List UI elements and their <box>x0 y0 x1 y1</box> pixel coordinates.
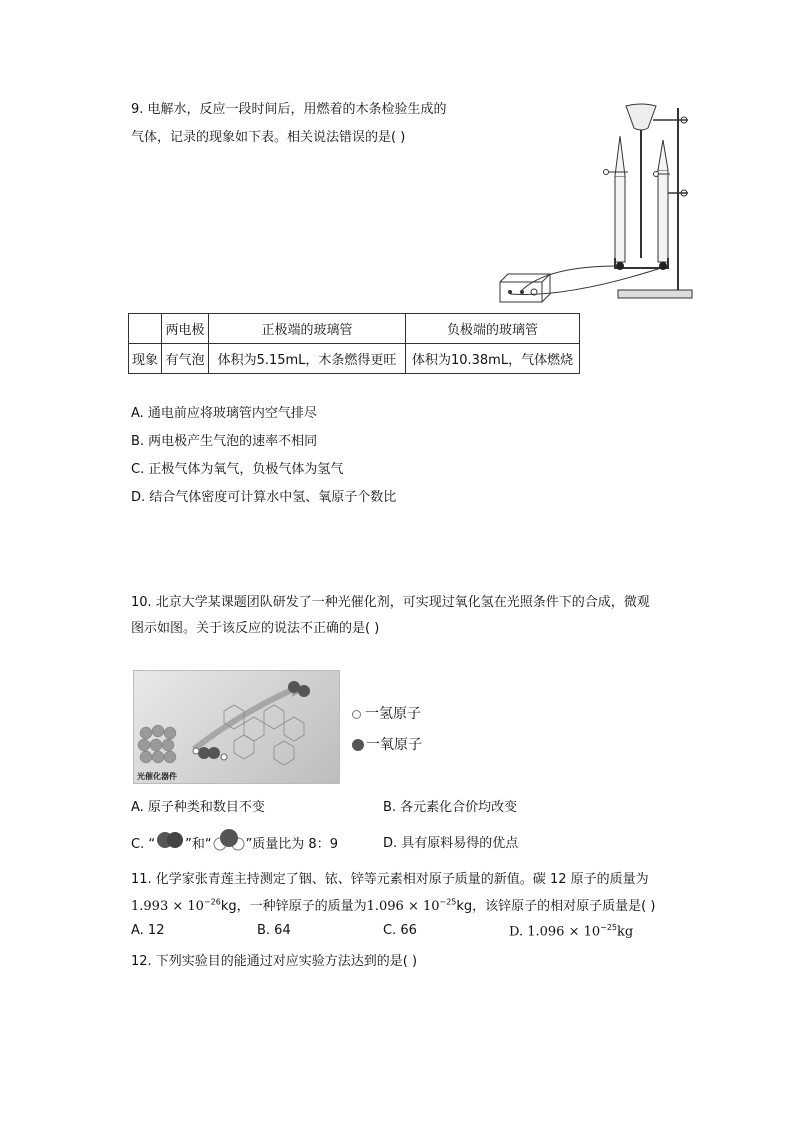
q9-option-d: D. 结合气体密度可计算水中氢、氧原子个数比 <box>131 490 397 505</box>
q11-stem-line2 <box>131 895 655 914</box>
q10-option-b: B. 各元素化合价均改变 <box>383 800 518 815</box>
q10-figure-drawing <box>134 671 339 783</box>
q10-option-c-mid: ”和“ <box>185 837 212 852</box>
table-row <box>129 344 580 374</box>
q11-line2-text2: kg，该锌原子的相对原子质量是( ) <box>456 899 656 914</box>
q9-option-b: B. 两电极产生气泡的速率不相同 <box>131 434 318 449</box>
table-header-cell: 负极端的玻璃管 <box>406 314 580 344</box>
q11-option-d-value: D. 1.096 × 10 <box>509 924 601 940</box>
q10-stem-line1: 10. 北京大学某课题团队研发了一种光催化剂，可实现过氧化氢在光照条件下的合成，微观 <box>131 595 650 610</box>
q11-stem-line1: 11. 化学家张青莲主持测定了铟、铱、锌等元素相对原子质量的新值。碳 12 原子的质量为 <box>131 872 649 887</box>
q11-option-d-unit: kg <box>617 924 634 940</box>
q9-stem-line2: 气体，记录的现象如下表。相关说法错误的是( ) <box>131 130 406 145</box>
oxygen-atom-icon <box>352 739 364 751</box>
table-cell: 体积为10.38mL，气体燃烧 <box>406 344 580 374</box>
table-header-row <box>129 314 580 344</box>
q11-option-c: C. 66 <box>383 923 417 938</box>
q11-mass-carbon-exp: −26 <box>203 897 221 907</box>
table-header-cell: 正极端的玻璃管 <box>209 314 406 344</box>
q11-option-a: A. 12 <box>131 923 165 938</box>
q9-option-c: C. 正极气体为氧气，负极气体为氢气 <box>131 462 344 477</box>
q10-option-d: D. 具有原料易得的优点 <box>383 836 519 851</box>
q11-mass-zinc-exp: −25 <box>439 897 457 907</box>
q12-stem: 12. 下列实验目的能通过对应实验方法达到的是( ) <box>131 954 418 969</box>
water-molecule-icon <box>212 828 246 861</box>
q10-stem-line2: 图示如图。关于该反应的说法不正确的是( ) <box>131 621 380 636</box>
q10-figure-caption: 光催化器件 <box>137 772 177 781</box>
hydrogen-atom-icon <box>352 710 361 719</box>
legend-hydrogen-label: 一氢原子 <box>365 706 421 722</box>
table-header-cell: 两电极 <box>162 314 209 344</box>
q9-observation-table <box>128 313 580 374</box>
legend-oxygen <box>352 734 422 754</box>
q11-mass-carbon: 1.993 × 10 <box>131 899 204 914</box>
electrolysis-apparatus-figure <box>498 98 698 308</box>
q10-figure <box>133 670 340 784</box>
q10-option-a: A. 原子种类和数目不变 <box>131 800 265 815</box>
legend-oxygen-label: 一氧原子 <box>366 737 422 753</box>
legend-hydrogen <box>352 703 421 723</box>
q10-option-c-suffix: ”质量比为 8：9 <box>245 837 338 852</box>
q11-option-d-exp: −25 <box>600 923 618 932</box>
table-header-cell <box>129 314 162 344</box>
oxygen-molecule-icon <box>155 829 185 860</box>
q10-option-c <box>131 828 338 861</box>
table-cell: 现象 <box>129 344 162 374</box>
q9-stem-line1: 9. 电解水，反应一段时间后，用燃着的木条检验生成的 <box>131 102 447 117</box>
q11-mass-zinc: 1.096 × 10 <box>366 899 440 914</box>
table-cell: 有气泡 <box>162 344 209 374</box>
q9-option-a: A. 通电前应将玻璃管内空气排尽 <box>131 406 317 421</box>
q11-option-d <box>509 923 633 939</box>
q11-line2-text1: kg，一种锌原子的质量为 <box>220 899 367 914</box>
q10-option-c-prefix: C. “ <box>131 837 156 852</box>
q9-stem <box>131 96 447 152</box>
q11-option-b: B. 64 <box>257 923 291 938</box>
table-cell: 体积为5.15mL，木条燃得更旺 <box>209 344 406 374</box>
